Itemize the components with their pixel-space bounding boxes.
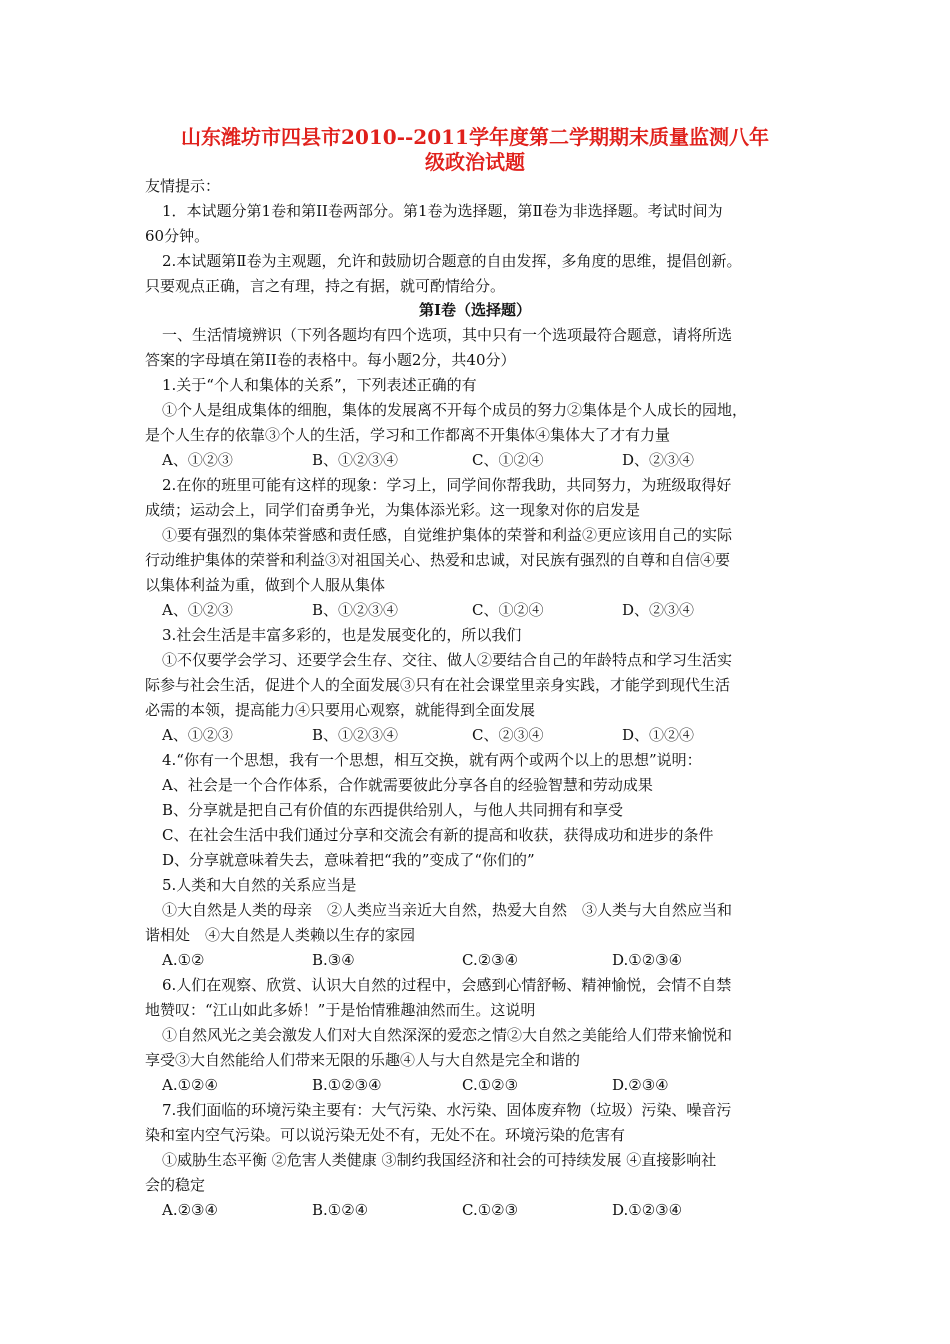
tip1-line2: 60分钟。 — [145, 227, 210, 245]
q4-stem: 4.“你有一个思想，我有一个思想，相互交换，就有两个或两个以上的思想”说明： — [162, 751, 702, 769]
tip2-line1: 2.本试题第Ⅱ卷为主观题，允许和鼓励切合题意的自由发挥，多角度的思维，提倡创新。 — [162, 252, 742, 270]
q3-option-c: C、②③④ — [472, 726, 544, 744]
q1-option-a: A、①②③ — [162, 451, 233, 469]
q6-option-b: B.①②③④ — [312, 1076, 382, 1094]
q4-option-d: D、分享就意味着失去，意味着把“我的”变成了“你们的” — [162, 851, 535, 869]
tips-label: 友情提示： — [145, 177, 221, 195]
q1-stem: 1.关于“个人和集体的关系”，下列表述正确的有 — [162, 376, 477, 394]
q1-statements-line1: ①个人是组成集体的细胞，集体的发展离不开每个成员的努力②集体是个人成长的园地， — [162, 401, 748, 419]
q2-option-b: B、①②③④ — [312, 601, 399, 619]
q1-option-c: C、①②④ — [472, 451, 544, 469]
tip2-line2: 只要观点正确，言之有理，持之有据，就可酌情给分。 — [145, 277, 506, 295]
q6-option-a: A.①②④ — [162, 1076, 218, 1094]
q1-option-b: B、①②③④ — [312, 451, 399, 469]
q2-statements-line3: 以集体利益为重，做到个人服从集体 — [145, 576, 386, 594]
q3-statements-line3: 必需的本领，提高能力④只要用心观察，就能得到全面发展 — [145, 701, 536, 719]
tip1-line1: 1．本试题分第1卷和第II卷两部分。第1卷为选择题，第Ⅱ卷为非选择题。考试时间为 — [162, 202, 723, 220]
q4-option-c: C、在社会生活中我们通过分享和交流会有新的提高和收获，获得成功和进步的条件 — [162, 826, 714, 844]
q4-option-a: A、社会是一个合作体系，合作就需要彼此分享各自的经验智慧和劳动成果 — [162, 776, 653, 794]
q2-statements-line2: 行动维护集体的荣誉和利益③对祖国关心、热爱和忠诚，对民族有强烈的自尊和自信④要 — [145, 551, 731, 569]
q5-option-d: D.①②③④ — [612, 951, 683, 969]
part1-instructions-line1: 一、生活情境辨识（下列各题均有四个选项，其中只有一个选项最符合题意，请将所选 — [162, 326, 733, 344]
q3-statements-line2: 际参与社会生活，促进个人的全面发展③只有在社会课堂里亲身实践，才能学到现代生活 — [145, 676, 731, 694]
q5-option-c: C.②③④ — [462, 951, 519, 969]
q1-option-d: D、②③④ — [622, 451, 695, 469]
q7-stem-line1: 7.我们面临的环境污染主要有：大气污染、水污染、固体废弃物（垃圾）污染、噪音污 — [162, 1101, 732, 1119]
document-title-line1: 山东潍坊市四县市2010--2011学年度第二学期期末质量监测八年 — [181, 125, 769, 149]
part1-instructions-line2: 答案的字母填在第II卷的表格中。每小题2分，共40分） — [145, 351, 516, 369]
q7-statements-line1: ①威胁生态平衡 ②危害人类健康 ③制约我国经济和社会的可持续发展 ④直接影响社 — [162, 1151, 717, 1169]
q3-statements-line1: ①不仅要学会学习、还要学会生存、交往、做人②要结合自己的年龄特点和学习生活实 — [162, 651, 733, 669]
q7-option-b: B.①②④ — [312, 1201, 369, 1219]
q1-statements-line2: 是个人生存的依靠③个人的生活，学习和工作都离不开集体④集体大了才有力量 — [145, 426, 671, 444]
q7-option-a: A.②③④ — [162, 1201, 218, 1219]
q3-option-d: D、①②④ — [622, 726, 695, 744]
q6-statements-line2: 享受③大自然能给人们带来无限的乐趣④人与大自然是完全和谐的 — [145, 1051, 581, 1069]
q2-stem-line1: 2.在你的班里可能有这样的现象：学习上，同学间你帮我助，共同努力，为班级取得好 — [162, 476, 732, 494]
q5-option-a: A.①② — [162, 951, 205, 969]
q6-stem-line2: 地赞叹：“江山如此多娇！”于是怡情雅趣油然而生。这说明 — [145, 1001, 536, 1019]
q7-stem-line2: 染和室内空气污染。可以说污染无处不有，无处不在。环境污染的危害有 — [145, 1126, 626, 1144]
q4-option-b: B、分享就是把自己有价值的东西提供给别人，与他人共同拥有和享受 — [162, 801, 624, 819]
q6-option-d: D.②③④ — [612, 1076, 669, 1094]
section-title: 第Ⅰ卷（选择题） — [418, 301, 532, 319]
q5-statements-line2: 谐相处 ④大自然是人类赖以生存的家园 — [145, 926, 416, 944]
q3-option-b: B、①②③④ — [312, 726, 399, 744]
q3-option-a: A、①②③ — [162, 726, 233, 744]
q5-option-b: B.③④ — [312, 951, 355, 969]
q7-statements-line2: 会的稳定 — [145, 1176, 206, 1194]
q2-stem-line2: 成绩；运动会上，同学们奋勇争光，为集体添光彩。这一现象对你的启发是 — [145, 501, 641, 519]
q5-statements-line1: ①大自然是人类的母亲 ②人类应当亲近大自然，热爱大自然 ③人类与大自然应当和 — [162, 901, 733, 919]
q7-option-d: D.①②③④ — [612, 1201, 683, 1219]
q6-statements-line1: ①自然风光之美会激发人们对大自然深深的爱恋之情②大自然之美能给人们带来愉悦和 — [162, 1026, 733, 1044]
q2-option-c: C、①②④ — [472, 601, 544, 619]
q7-option-c: C.①②③ — [462, 1201, 519, 1219]
q2-option-d: D、②③④ — [622, 601, 695, 619]
q2-option-a: A、①②③ — [162, 601, 233, 619]
document-title-line2: 级政治试题 — [425, 150, 525, 174]
q3-stem: 3.社会生活是丰富多彩的，也是发展变化的，所以我们 — [162, 626, 522, 644]
q6-option-c: C.①②③ — [462, 1076, 519, 1094]
q5-stem: 5.人类和大自然的关系应当是 — [162, 876, 357, 894]
q6-stem-line1: 6.人们在观察、欣赏、认识大自然的过程中，会感到心情舒畅、精神愉悦，会情不自禁 — [162, 976, 732, 994]
q2-statements-line1: ①要有强烈的集体荣誉感和责任感，自觉维护集体的荣誉和利益②更应该用自己的实际 — [162, 526, 733, 544]
